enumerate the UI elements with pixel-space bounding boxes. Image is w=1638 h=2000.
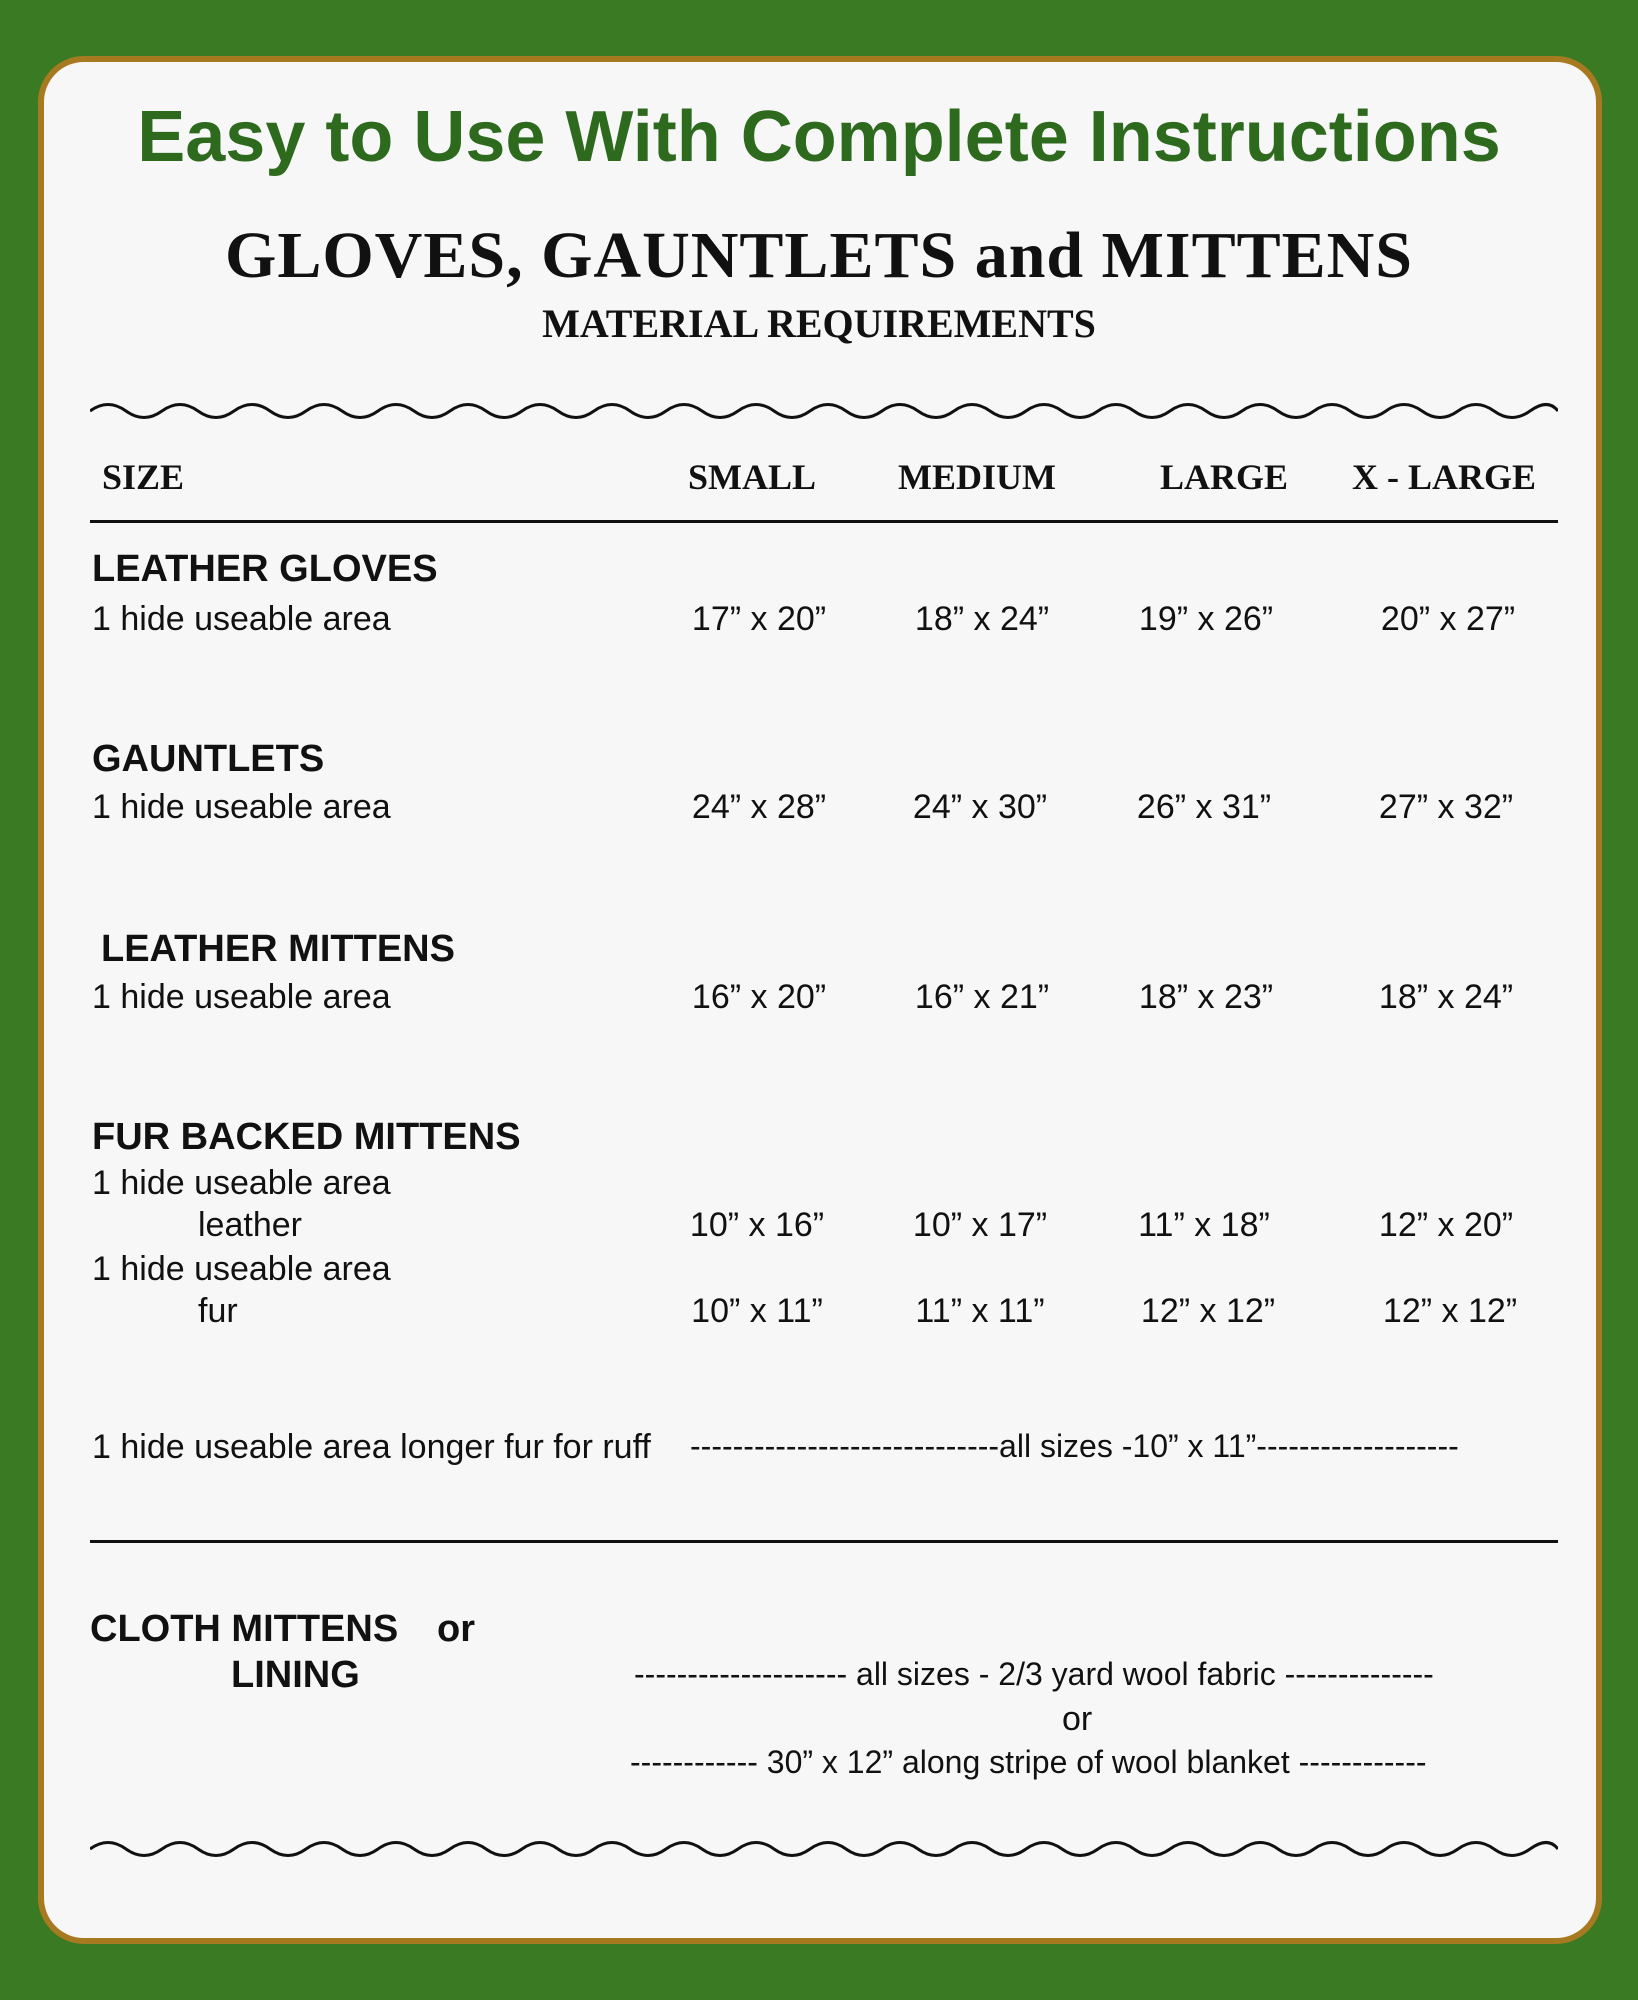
row-label: 1 hide useable area bbox=[92, 978, 391, 1016]
value-medium: 16” x 21” bbox=[914, 978, 1050, 1016]
value-small: 10” x 16” bbox=[689, 1206, 825, 1244]
ruff-label: 1 hide useable area longer fur for ruff bbox=[92, 1428, 651, 1466]
section-title-leather-gloves: LEATHER GLOVES bbox=[92, 548, 438, 590]
row-sublabel-fur: fur bbox=[198, 1292, 238, 1330]
header-medium: MEDIUM bbox=[898, 457, 1056, 497]
section-title-fur-backed-mittens: FUR BACKED MITTENS bbox=[92, 1116, 521, 1158]
cloth-option-fabric: -------------------- all sizes - 2/3 yard wool fabric -------------- bbox=[634, 1656, 1434, 1692]
header-large: LARGE bbox=[1160, 457, 1289, 497]
cloth-or-2: or bbox=[1062, 1700, 1093, 1738]
section-title-gauntlets: GAUNTLETS bbox=[92, 738, 325, 780]
wavy-divider-bottom bbox=[90, 1834, 1558, 1864]
row-sublabel-leather: leather bbox=[198, 1206, 302, 1244]
header-small: SMALL bbox=[688, 457, 817, 497]
header-size: SIZE bbox=[102, 457, 185, 497]
header-rule bbox=[90, 520, 1558, 523]
section-rule bbox=[90, 1540, 1558, 1543]
cloth-option-blanket: ------------ 30” x 12” along stripe of wool blanket ------------ bbox=[630, 1744, 1427, 1780]
section-title-cloth-mittens: CLOTH MITTENS bbox=[90, 1608, 399, 1650]
value-x-large: 18” x 24” bbox=[1378, 978, 1514, 1016]
header-x-large: X - LARGE bbox=[1352, 457, 1537, 497]
section-title-leather-mittens: LEATHER MITTENS bbox=[101, 928, 455, 970]
value-small: 24” x 28” bbox=[691, 788, 827, 826]
row-label: 1 hide useable area bbox=[92, 788, 391, 826]
value-small: 17” x 20” bbox=[691, 600, 827, 638]
value-large: 18” x 23” bbox=[1138, 978, 1274, 1016]
headline: Easy to Use With Complete Instructions bbox=[137, 97, 1501, 177]
value-x-large: 12” x 12” bbox=[1382, 1292, 1518, 1330]
value-large: 12” x 12” bbox=[1140, 1292, 1276, 1330]
value-large: 26” x 31” bbox=[1136, 788, 1272, 826]
value-medium: 11” x 11” bbox=[915, 1292, 1045, 1330]
value-small: 10” x 11” bbox=[691, 1292, 823, 1330]
section-title-lining: LINING bbox=[231, 1654, 360, 1696]
row-label: 1 hide useable area bbox=[92, 1164, 391, 1202]
row-label: 1 hide useable area bbox=[92, 1250, 391, 1288]
value-small: 16” x 20” bbox=[691, 978, 827, 1016]
cloth-or: or bbox=[437, 1608, 475, 1650]
value-x-large: 27” x 32” bbox=[1378, 788, 1514, 826]
wavy-divider-top bbox=[90, 396, 1558, 426]
value-x-large: 12” x 20” bbox=[1378, 1206, 1514, 1244]
value-medium: 18” x 24” bbox=[914, 600, 1050, 638]
value-medium: 10” x 17” bbox=[912, 1206, 1048, 1244]
page-subtitle: MATERIAL REQUIREMENTS bbox=[542, 301, 1096, 346]
value-x-large: 20” x 27” bbox=[1380, 600, 1516, 638]
value-medium: 24” x 30” bbox=[912, 788, 1048, 826]
row-label: 1 hide useable area bbox=[92, 600, 391, 638]
value-large: 19” x 26” bbox=[1138, 600, 1274, 638]
value-large: 11” x 18” bbox=[1138, 1206, 1270, 1244]
ruff-value: -----------------------------all sizes -10” x 11”------------------- bbox=[690, 1428, 1459, 1464]
page-title: GLOVES, GAUNTLETS and MITTENS bbox=[224, 219, 1414, 292]
